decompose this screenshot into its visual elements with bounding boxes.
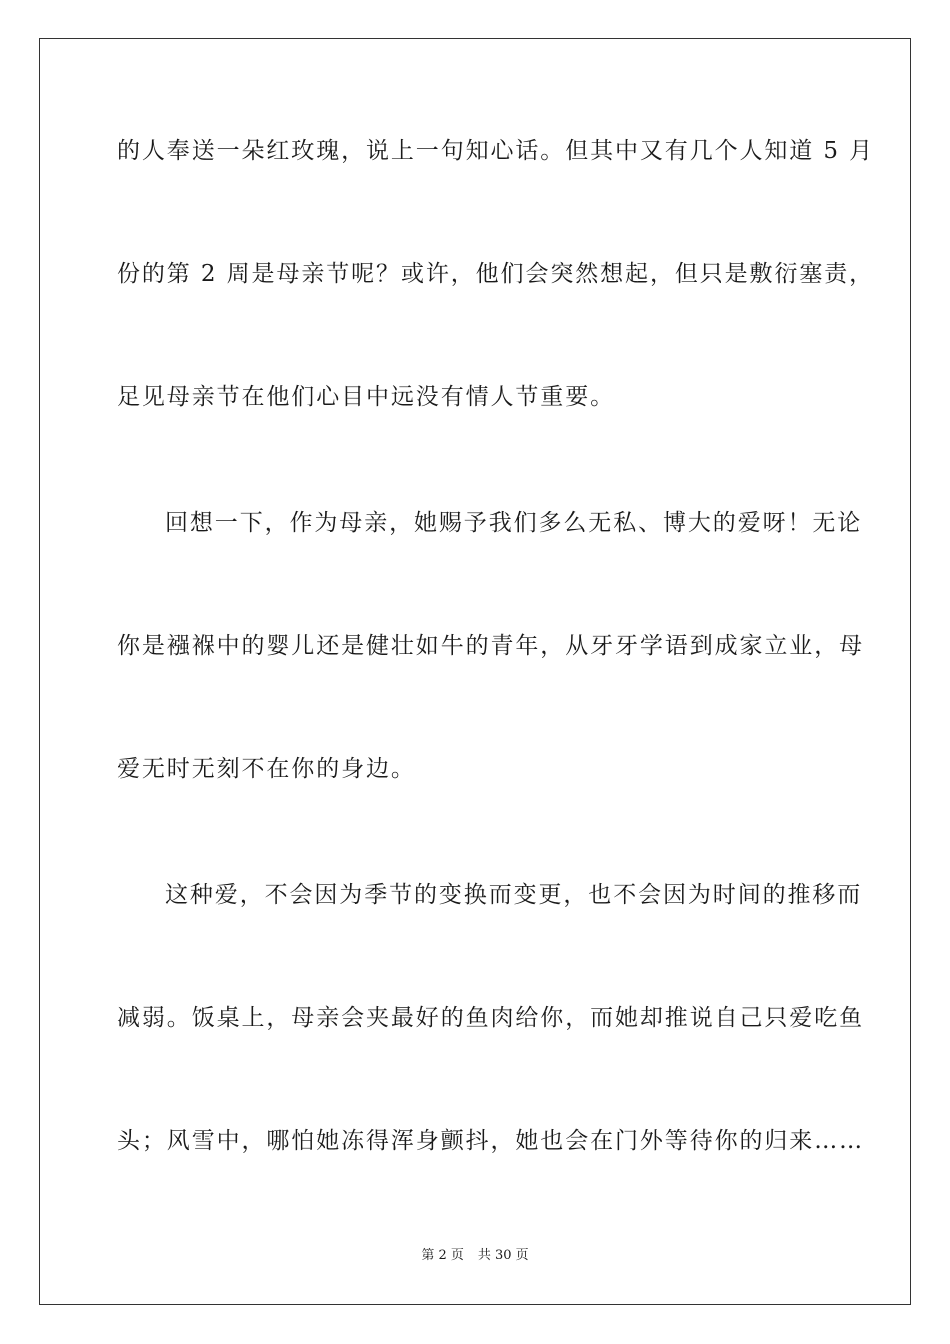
page-number: 第 2 页 — [421, 1248, 464, 1263]
total-pages: 共 30 页 — [477, 1248, 529, 1263]
body-text-line: 足见母亲节在他们心目中远没有情人节重要。 — [117, 384, 615, 410]
paragraph-first-line: 这种爱，不会因为季节的变换而变更，也不会因为时间的推移而 — [165, 882, 863, 908]
body-text-line: 减弱。饭桌上，母亲会夹最好的鱼肉给你，而她却推说自己只爱吃鱼 — [117, 1005, 864, 1031]
body-text-line: 爱无时无刻不在你的身边。 — [117, 756, 416, 782]
body-text-line: 你是襁褓中的婴儿还是健壮如牛的青年，从牙牙学语到成家立业，母 — [117, 633, 864, 659]
body-text-line: 的人奉送一朵红玫瑰，说上一句知心话。但其中又有几个人知道 5 月 — [117, 138, 875, 164]
page-footer — [0, 1247, 950, 1265]
paragraph-first-line: 回想一下，作为母亲，她赐予我们多么无私、博大的爱呀！无论 — [165, 510, 863, 536]
body-text-line: 头；风雪中，哪怕她冻得浑身颤抖，她也会在门外等待你的归来…… — [117, 1128, 864, 1154]
page-frame — [39, 38, 911, 1305]
body-text-line: 份的第 2 周是母亲节呢？或许，他们会突然想起，但只是敷衍塞责， — [117, 261, 875, 287]
